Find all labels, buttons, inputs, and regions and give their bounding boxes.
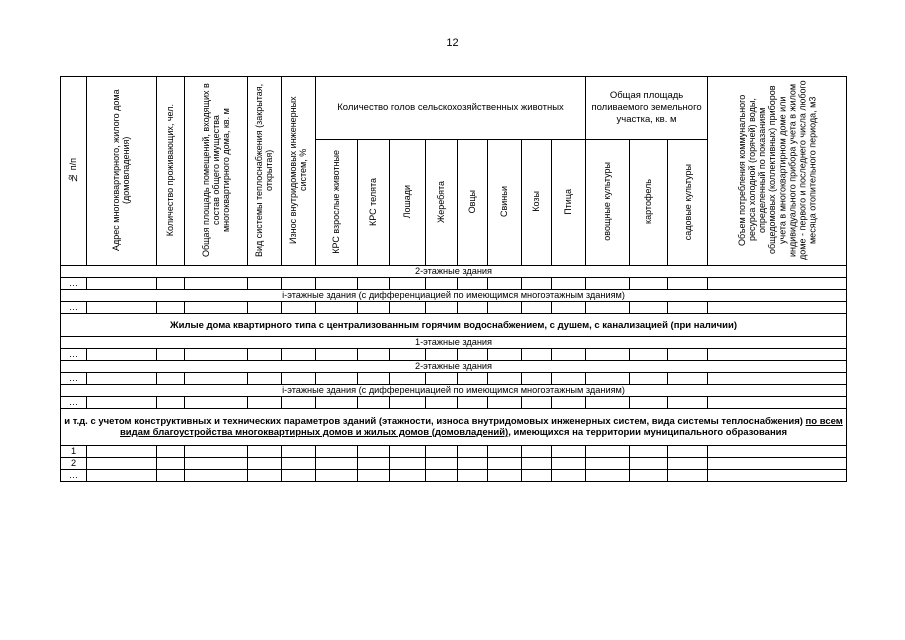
empty-cell bbox=[248, 373, 282, 385]
empty-cell bbox=[668, 397, 708, 409]
empty-cell bbox=[358, 349, 390, 361]
empty-cell bbox=[426, 349, 458, 361]
header-volume-label: Объем потребления коммунального ресурса холодной (горячей) воды, определенный по показаниям общедомовых (коллективных) приборов учета в многоквартирном доме или индивидуального прибора учета в жилом доме - первого и последнего числа любого месяца отопительного периода, м3 bbox=[736, 80, 818, 260]
header-heating bbox=[248, 77, 282, 266]
empty-cell bbox=[157, 470, 185, 482]
empty-cell bbox=[316, 278, 358, 290]
empty-cell bbox=[390, 349, 426, 361]
empty-cell bbox=[552, 458, 586, 470]
empty-cell bbox=[552, 278, 586, 290]
empty-cell bbox=[458, 458, 488, 470]
empty-cell bbox=[586, 349, 630, 361]
header-livestock-4 bbox=[458, 140, 488, 266]
empty-cell bbox=[390, 446, 426, 458]
header-address-label: Адрес многоквартирного, жилого дома (домовладения) bbox=[111, 89, 132, 251]
empty-cell bbox=[282, 278, 316, 290]
empty-cell bbox=[630, 446, 668, 458]
empty-cell bbox=[458, 373, 488, 385]
empty-cell bbox=[282, 397, 316, 409]
section-label: 2-этажные здания bbox=[61, 361, 847, 373]
empty-cell bbox=[458, 397, 488, 409]
empty-cell bbox=[668, 373, 708, 385]
empty-cell bbox=[248, 349, 282, 361]
empty-cell bbox=[668, 349, 708, 361]
row-dots: … bbox=[61, 397, 87, 409]
empty-cell bbox=[316, 397, 358, 409]
row-dots: … bbox=[61, 302, 87, 314]
header-volume bbox=[708, 77, 847, 266]
table-row bbox=[61, 446, 847, 458]
row-dots: … bbox=[61, 470, 87, 482]
empty-cell bbox=[390, 302, 426, 314]
table-row bbox=[61, 278, 847, 290]
empty-cell bbox=[358, 446, 390, 458]
empty-cell bbox=[185, 470, 248, 482]
empty-cell bbox=[586, 302, 630, 314]
empty-cell bbox=[316, 446, 358, 458]
empty-cell bbox=[390, 397, 426, 409]
empty-cell bbox=[87, 373, 157, 385]
empty-cell bbox=[282, 349, 316, 361]
section-label: Жилые дома квартирного типа с централизованным горячим водоснабжением, с душем, с канализацией (при наличии) bbox=[61, 314, 847, 337]
empty-cell bbox=[426, 397, 458, 409]
empty-cell bbox=[248, 302, 282, 314]
section-row-ifloors-a bbox=[61, 290, 847, 302]
empty-cell bbox=[316, 302, 358, 314]
section-row-ifloors-b bbox=[61, 385, 847, 397]
header-livestock-2 bbox=[390, 140, 426, 266]
empty-cell bbox=[708, 446, 847, 458]
empty-cell bbox=[248, 458, 282, 470]
row-dots: … bbox=[61, 373, 87, 385]
empty-cell bbox=[87, 302, 157, 314]
empty-cell bbox=[586, 397, 630, 409]
header-land-0 bbox=[586, 140, 630, 266]
empty-cell bbox=[87, 458, 157, 470]
empty-cell bbox=[708, 458, 847, 470]
empty-cell bbox=[458, 349, 488, 361]
empty-cell bbox=[87, 446, 157, 458]
header-livestock-group: Количество голов сельскохозяйственных животных bbox=[316, 77, 586, 140]
empty-cell bbox=[552, 349, 586, 361]
empty-cell bbox=[488, 470, 522, 482]
empty-cell bbox=[185, 446, 248, 458]
empty-cell bbox=[522, 349, 552, 361]
empty-cell bbox=[488, 278, 522, 290]
empty-cell bbox=[708, 373, 847, 385]
empty-cell bbox=[630, 302, 668, 314]
empty-cell bbox=[630, 458, 668, 470]
empty-cell bbox=[248, 470, 282, 482]
header-common-area-label: Общая площадь помещений, входящих в состав общего имущества многоквартирного дома, кв. м bbox=[200, 83, 232, 257]
empty-cell bbox=[522, 278, 552, 290]
empty-cell bbox=[586, 446, 630, 458]
header-livestock-5 bbox=[488, 140, 522, 266]
empty-cell bbox=[708, 302, 847, 314]
empty-cell bbox=[426, 302, 458, 314]
empty-cell bbox=[668, 302, 708, 314]
row-dots: … bbox=[61, 349, 87, 361]
empty-cell bbox=[157, 278, 185, 290]
empty-cell bbox=[157, 458, 185, 470]
header-livestock-0 bbox=[316, 140, 358, 266]
header-land-2 bbox=[668, 140, 708, 266]
empty-cell bbox=[708, 349, 847, 361]
etc-text-part2: , имеющихся на территории муниципального образования bbox=[508, 427, 788, 438]
data-table bbox=[60, 76, 847, 482]
empty-cell bbox=[522, 458, 552, 470]
empty-cell bbox=[458, 302, 488, 314]
empty-cell bbox=[488, 446, 522, 458]
empty-cell bbox=[522, 373, 552, 385]
empty-cell bbox=[458, 446, 488, 458]
empty-cell bbox=[248, 278, 282, 290]
header-livestock-6-label: Козы bbox=[531, 191, 542, 213]
header-address bbox=[87, 77, 157, 266]
empty-cell bbox=[708, 470, 847, 482]
empty-cell bbox=[552, 302, 586, 314]
empty-cell bbox=[390, 458, 426, 470]
empty-cell bbox=[488, 349, 522, 361]
row-dots: … bbox=[61, 278, 87, 290]
table-row bbox=[61, 302, 847, 314]
header-livestock-2-label: Лошади bbox=[402, 184, 413, 219]
empty-cell bbox=[668, 278, 708, 290]
empty-cell bbox=[87, 470, 157, 482]
empty-cell bbox=[316, 373, 358, 385]
empty-cell bbox=[358, 458, 390, 470]
empty-cell bbox=[87, 397, 157, 409]
empty-cell bbox=[316, 458, 358, 470]
header-residents bbox=[157, 77, 185, 266]
header-livestock-4-label: Овцы bbox=[467, 189, 478, 214]
empty-cell bbox=[522, 470, 552, 482]
section-label: 1-этажные здания bbox=[61, 337, 847, 349]
empty-cell bbox=[668, 458, 708, 470]
empty-cell bbox=[87, 278, 157, 290]
empty-cell bbox=[630, 397, 668, 409]
empty-cell bbox=[488, 458, 522, 470]
empty-cell bbox=[488, 397, 522, 409]
empty-cell bbox=[426, 373, 458, 385]
header-livestock-3-label: Жеребята bbox=[436, 180, 447, 223]
header-wear bbox=[282, 77, 316, 266]
header-livestock-0-label: КРС взрослые животные bbox=[331, 149, 342, 254]
section-etc-cell bbox=[61, 409, 847, 446]
empty-cell bbox=[248, 446, 282, 458]
section-row-floors2-a bbox=[61, 266, 847, 278]
empty-cell bbox=[522, 302, 552, 314]
empty-cell bbox=[185, 302, 248, 314]
section-row-floors1 bbox=[61, 337, 847, 349]
empty-cell bbox=[316, 349, 358, 361]
empty-cell bbox=[185, 458, 248, 470]
header-land-2-label: садовые культуры bbox=[682, 163, 693, 240]
table-row bbox=[61, 373, 847, 385]
empty-cell bbox=[552, 446, 586, 458]
empty-cell bbox=[458, 470, 488, 482]
table-row bbox=[61, 458, 847, 470]
empty-cell bbox=[185, 397, 248, 409]
empty-cell bbox=[586, 470, 630, 482]
empty-cell bbox=[552, 397, 586, 409]
section-label: i-этажные здания (с дифференциацией по имеющимся многоэтажным зданиям) bbox=[61, 385, 847, 397]
empty-cell bbox=[630, 349, 668, 361]
empty-cell bbox=[488, 302, 522, 314]
header-livestock-3 bbox=[426, 140, 458, 266]
empty-cell bbox=[522, 397, 552, 409]
empty-cell bbox=[630, 470, 668, 482]
empty-cell bbox=[668, 446, 708, 458]
empty-cell bbox=[426, 470, 458, 482]
empty-cell bbox=[390, 470, 426, 482]
header-num bbox=[61, 77, 87, 266]
header-land-1 bbox=[630, 140, 668, 266]
empty-cell bbox=[586, 278, 630, 290]
empty-cell bbox=[426, 458, 458, 470]
section-label: 2-этажные здания bbox=[61, 266, 847, 278]
empty-cell bbox=[426, 278, 458, 290]
table-row bbox=[61, 470, 847, 482]
header-livestock-7 bbox=[552, 140, 586, 266]
empty-cell bbox=[87, 349, 157, 361]
empty-cell bbox=[426, 446, 458, 458]
empty-cell bbox=[358, 470, 390, 482]
header-residents-label: Количество проживающих, чел. bbox=[165, 103, 176, 237]
row-number-2: 2 bbox=[61, 458, 87, 470]
empty-cell bbox=[248, 397, 282, 409]
empty-cell bbox=[316, 470, 358, 482]
empty-cell bbox=[552, 373, 586, 385]
header-land-1-label: картофель bbox=[643, 179, 654, 225]
empty-cell bbox=[282, 302, 316, 314]
header-livestock-7-label: Птица bbox=[563, 188, 574, 215]
section-label: i-этажные здания (с дифференциацией по имеющимся многоэтажным зданиям) bbox=[61, 290, 847, 302]
empty-cell bbox=[708, 397, 847, 409]
empty-cell bbox=[552, 470, 586, 482]
empty-cell bbox=[630, 278, 668, 290]
empty-cell bbox=[708, 278, 847, 290]
header-livestock-6 bbox=[522, 140, 552, 266]
empty-cell bbox=[185, 373, 248, 385]
empty-cell bbox=[282, 373, 316, 385]
empty-cell bbox=[586, 458, 630, 470]
empty-cell bbox=[358, 302, 390, 314]
header-land-0-label: овощные культуры bbox=[602, 162, 613, 242]
empty-cell bbox=[522, 446, 552, 458]
empty-cell bbox=[630, 373, 668, 385]
empty-cell bbox=[358, 397, 390, 409]
empty-cell bbox=[390, 278, 426, 290]
header-livestock-1-label: КРС телята bbox=[368, 177, 379, 226]
header-land-group: Общая площадь поливаемого земельного участка, кв. м bbox=[586, 77, 708, 140]
section-row-central-hot-water bbox=[61, 314, 847, 337]
header-livestock-1 bbox=[358, 140, 390, 266]
section-row-etc bbox=[61, 409, 847, 446]
etc-text-part1: и т.д. с учетом конструктивных и технических параметров зданий (этажности, износа внутридомовых инженерных систем, вида системы теплоснабжения) bbox=[64, 416, 806, 427]
empty-cell bbox=[185, 278, 248, 290]
empty-cell bbox=[282, 470, 316, 482]
table-row bbox=[61, 349, 847, 361]
empty-cell bbox=[157, 302, 185, 314]
header-common-area bbox=[185, 77, 248, 266]
empty-cell bbox=[185, 349, 248, 361]
row-number-1: 1 bbox=[61, 446, 87, 458]
empty-cell bbox=[358, 278, 390, 290]
empty-cell bbox=[458, 278, 488, 290]
empty-cell bbox=[358, 373, 390, 385]
section-row-floors2-b bbox=[61, 361, 847, 373]
header-wear-label: Износ внутридомовых инженерных систем, % bbox=[288, 96, 309, 244]
empty-cell bbox=[157, 373, 185, 385]
header-num-label: № п/п bbox=[68, 157, 79, 183]
empty-cell bbox=[586, 373, 630, 385]
empty-cell bbox=[157, 446, 185, 458]
empty-cell bbox=[282, 446, 316, 458]
page-number: 12 bbox=[446, 37, 459, 49]
header-heating-label: Вид системы теплоснабжения (закрытая, открытая) bbox=[254, 83, 275, 257]
header-livestock-5-label: Свиньи bbox=[499, 186, 510, 218]
empty-cell bbox=[488, 373, 522, 385]
empty-cell bbox=[157, 397, 185, 409]
empty-cell bbox=[668, 470, 708, 482]
empty-cell bbox=[282, 458, 316, 470]
etc-text-underlined: по всем видам благоустройства многоквартирных домов и жилых домов (домовладений) bbox=[119, 416, 843, 438]
header-row-1 bbox=[61, 77, 847, 140]
empty-cell bbox=[390, 373, 426, 385]
table-row bbox=[61, 397, 847, 409]
empty-cell bbox=[157, 349, 185, 361]
